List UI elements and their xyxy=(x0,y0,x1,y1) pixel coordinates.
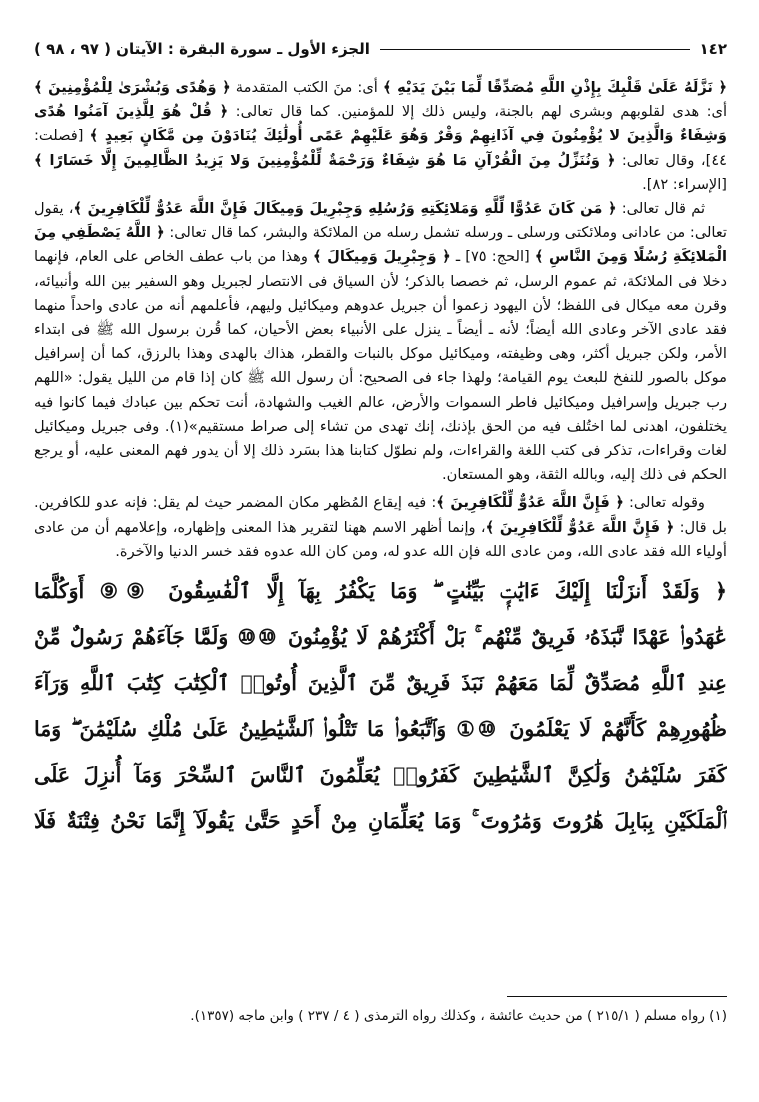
page-number: ١٤٢ xyxy=(699,40,727,58)
paragraph-1 xyxy=(34,76,727,197)
quran-passage xyxy=(34,568,727,844)
paragraph-3 xyxy=(34,491,727,564)
text-segment: [الحج: ٧٥] ـ xyxy=(450,248,535,266)
text-segment: ، يقول تعالى: من عادانى وملائكتى ورسلى ـ ورسله تشمل رسله من الملائكة والبشر، كما قال تعالى: xyxy=(34,200,727,242)
quran-line: ٱلْمَلَكَيْنِ بِبَابِلَ هَٰرُوتَ وَمَٰرُوتَ ۚ وَمَا يُعَلِّمَانِ مِنْ أَحَدٍ حَتَّىٰ يَقُولَآ إِنَّمَا نَحْنُ فِتْنَةٌ فَلَا xyxy=(34,809,727,834)
footnote: (١) رواه مسلم ( ٢١٥/١ ) من حديث عائشة ، وكذلك رواه الترمذى ( ٤ / ٢٣٧ ) وابن ماجه (١٣٥٧). xyxy=(190,1008,727,1024)
footnote-rule xyxy=(507,996,727,997)
text-segment: وقوله تعالى: xyxy=(623,494,705,512)
quran-quote: ﴿ وَجِبْرِيلَ وَمِيكَالَ ﴾ xyxy=(313,248,451,266)
text-segment: وهذا من باب عطف الخاص على العام، فإنهما دخلا فى الملائكة، ثم عموم الرسل، ثم خصصا بالذكر؛ لأن السياق فى الانتصار لجبريل وهو السفير بين الله وأنبيائه، وقرن معه ميكال فى اللفظ؛ لأن اليهود زعموا أن جبريل عدوهم وميكائيل وليهم، فأعلمهم أنه من عادى واحداً منهما فقد عادى الآخر وعادى الله أيضاً؛ لأنه ـ أيضاً ـ ينزل على الأنبياء بعض الأحيان، كما قُرن برسول الله ﷺ فى ابتداء الأمر، ولكن جبريل أكثر، وهى وظيفته، وميكائيل موكل بالنبات والقطر، هذاك بالهدى وهذا بالرزق، كما أن إسرافيل موكل بالصور للنفخ للبعث يوم القيامة؛ ولهذا جاء فى الصحيح: أن رسول الله ﷺ كان إذا قام من الليل يقول: «اللهم رب جبريل وإسرافيل وميكائيل فاطر السموات والأرض، عالم الغيب والشهادة، أنت تحكم بين عبادك فيما كانوا فيه يختلفون، اهدنى لما اختُلف فيه من الحق بإذنك، إنك تهدى من تشاء إلى صراط مستقيم»(١). وفى جبريل وميكائيل لغات وقراءات، تذكر فى كتب اللغة والقراءات، ولم نطوّل كتابنا هذا بسَرد ذلك إلا أن يدور فهم المعنى عليه، أو يرجع الحكم فى ذلك إليه، وبالله الثقة، وهو المستعان. xyxy=(34,248,727,484)
text-segment: : فيه إيقاع المُظهر مكان المضمر حيث لم يقل: فإنه عدو للكافرين. بل قال: xyxy=(34,494,727,536)
quran-line: ﴿ وَلَقَدْ أَنزَلْنَا إِلَيْكَ ءَايَٰتٍۭ بَيِّنَٰتٍ ۖ وَمَا يَكْفُرُ بِهَآ إِلَّا ٱلْفَٰسِقُونَ ⑨⑨ أَوَكُلَّمَا xyxy=(34,579,727,604)
header-rule xyxy=(380,49,690,50)
text-segment: [الإسراء: ٨٢]. xyxy=(642,175,727,193)
quran-quote: ﴿ قُلْ هُوَ لِلَّذِينَ آمَنُوا هُدًى وَشِفَاءٌ وَالَّذِينَ لا يُؤْمِنُونَ فِي آذَانِهِمْ وَقْرٌ وَهُوَ عَلَيْهِمْ عَمًى أُولَٰئِكَ يُنَادَوْنَ مِن مَّكَانٍ بَعِيدٍ ﴾ xyxy=(34,103,727,145)
quran-quote: ﴿ مَن كَانَ عَدُوًّا لِّلَّهِ وَمَلائِكَتِهِ وَرُسُلِهِ وَجِبْرِيلَ وَمِيكَالَ فَإِنَّ اللَّهَ عَدُوٌّ لِّلْكَافِرِينَ ﴾ xyxy=(73,200,617,218)
quran-quote: ﴿ اللَّهُ يَصْطَفِي مِنَ الْمَلائِكَةِ رُسُلًا وَمِنَ النَّاسِ ﴾ xyxy=(34,224,728,266)
quran-line: عَٰهَدُوا۟ عَهْدًا نَّبَذَهُۥ فَرِيقٌ مِّنْهُم ۚ بَلْ أَكْثَرُهُمْ لَا يُؤْمِنُونَ ⑩⑩ وَلَمَّا جَآءَهُمْ رَسُولٌ مِّنْ xyxy=(34,625,727,650)
text-segment: أى: هدى لقلوبهم وبشرى لهم بالجنة، وليس ذلك إلا للمؤمنين. كما قال تعالى: xyxy=(228,103,728,121)
quran-line: عِندِ ٱللَّهِ مُصَدِّقٌ لِّمَا مَعَهُمْ نَبَذَ فَرِيقٌ مِّنَ ٱلَّذِينَ أُوتُوا۟ ٱلْكِتَٰبَ كِتَٰبَ ٱللَّهِ وَرَآءَ xyxy=(34,671,727,696)
book-page xyxy=(34,36,728,1024)
quran-quote: ﴿ وَنُنَزِّلُ مِنَ الْقُرْآنِ مَا هُوَ شِفَاءٌ وَرَحْمَةٌ لِّلْمُؤْمِنِينَ وَلا يَزِيدُ الظَّالِمِينَ إِلَّا خَسَارًا ﴾ xyxy=(34,151,616,169)
page-header xyxy=(34,36,727,62)
running-title: الجزء الأول ـ سورة البقرة : الآيتان ( ٩٧ ، ٩٨ ) xyxy=(34,40,370,58)
text-segment: ، وإنما أظهر الاسم ههنا لتقرير هذا المعنى وإظهاره، وإعلامهم أن من عادى أولياء الله فقد عادى الله، ومن عادى الله فإن الله عدو له، ومن كان الله عدوه فقد خسر الدنيا والآخرة. xyxy=(34,518,727,560)
text-segment: [فصلت: ٤٤]، وقال تعالى: xyxy=(34,127,727,169)
quran-quote: ﴿ فَإِنَّ اللَّهَ عَدُوٌّ لِّلْكَافِرِينَ ﴾ xyxy=(436,494,624,512)
quran-quote: ﴿ نَزَّلَهُ عَلَىٰ قَلْبِكَ بِإِذْنِ اللَّهِ مُصَدِّقًا لِّمَا بَيْنَ يَدَيْهِ ﴾ xyxy=(382,79,727,96)
text-segment: أى: منَ الكتب المتقدمة xyxy=(230,79,383,96)
quran-quote: ﴿ فَإِنَّ اللَّهَ عَدُوٌّ لِّلْكَافِرِينَ ﴾ xyxy=(485,518,675,536)
quran-quote: ﴿ وَهُدًى وَبُشْرَىٰ لِلْمُؤْمِنِينَ ﴾ xyxy=(34,79,231,96)
quran-line: كَفَرَ سُلَيْمَٰنُ وَلَٰكِنَّ ٱلشَّيَٰطِينَ كَفَرُوا۟ يُعَلِّمُونَ ٱلنَّاسَ ٱلسِّحْرَ وَمَآ أُنزِلَ عَلَى xyxy=(34,763,727,788)
paragraph-2 xyxy=(34,197,727,487)
quran-line: ظُهُورِهِمْ كَأَنَّهُمْ لَا يَعْلَمُونَ ⑩① وَٱتَّبَعُوا۟ مَا تَتْلُوا۟ ٱلشَّيَٰطِينُ عَلَىٰ مُلْكِ سُلَيْمَٰنَ ۖ وَمَا xyxy=(34,717,727,742)
text-segment: ثم قال تعالى: xyxy=(616,200,706,218)
